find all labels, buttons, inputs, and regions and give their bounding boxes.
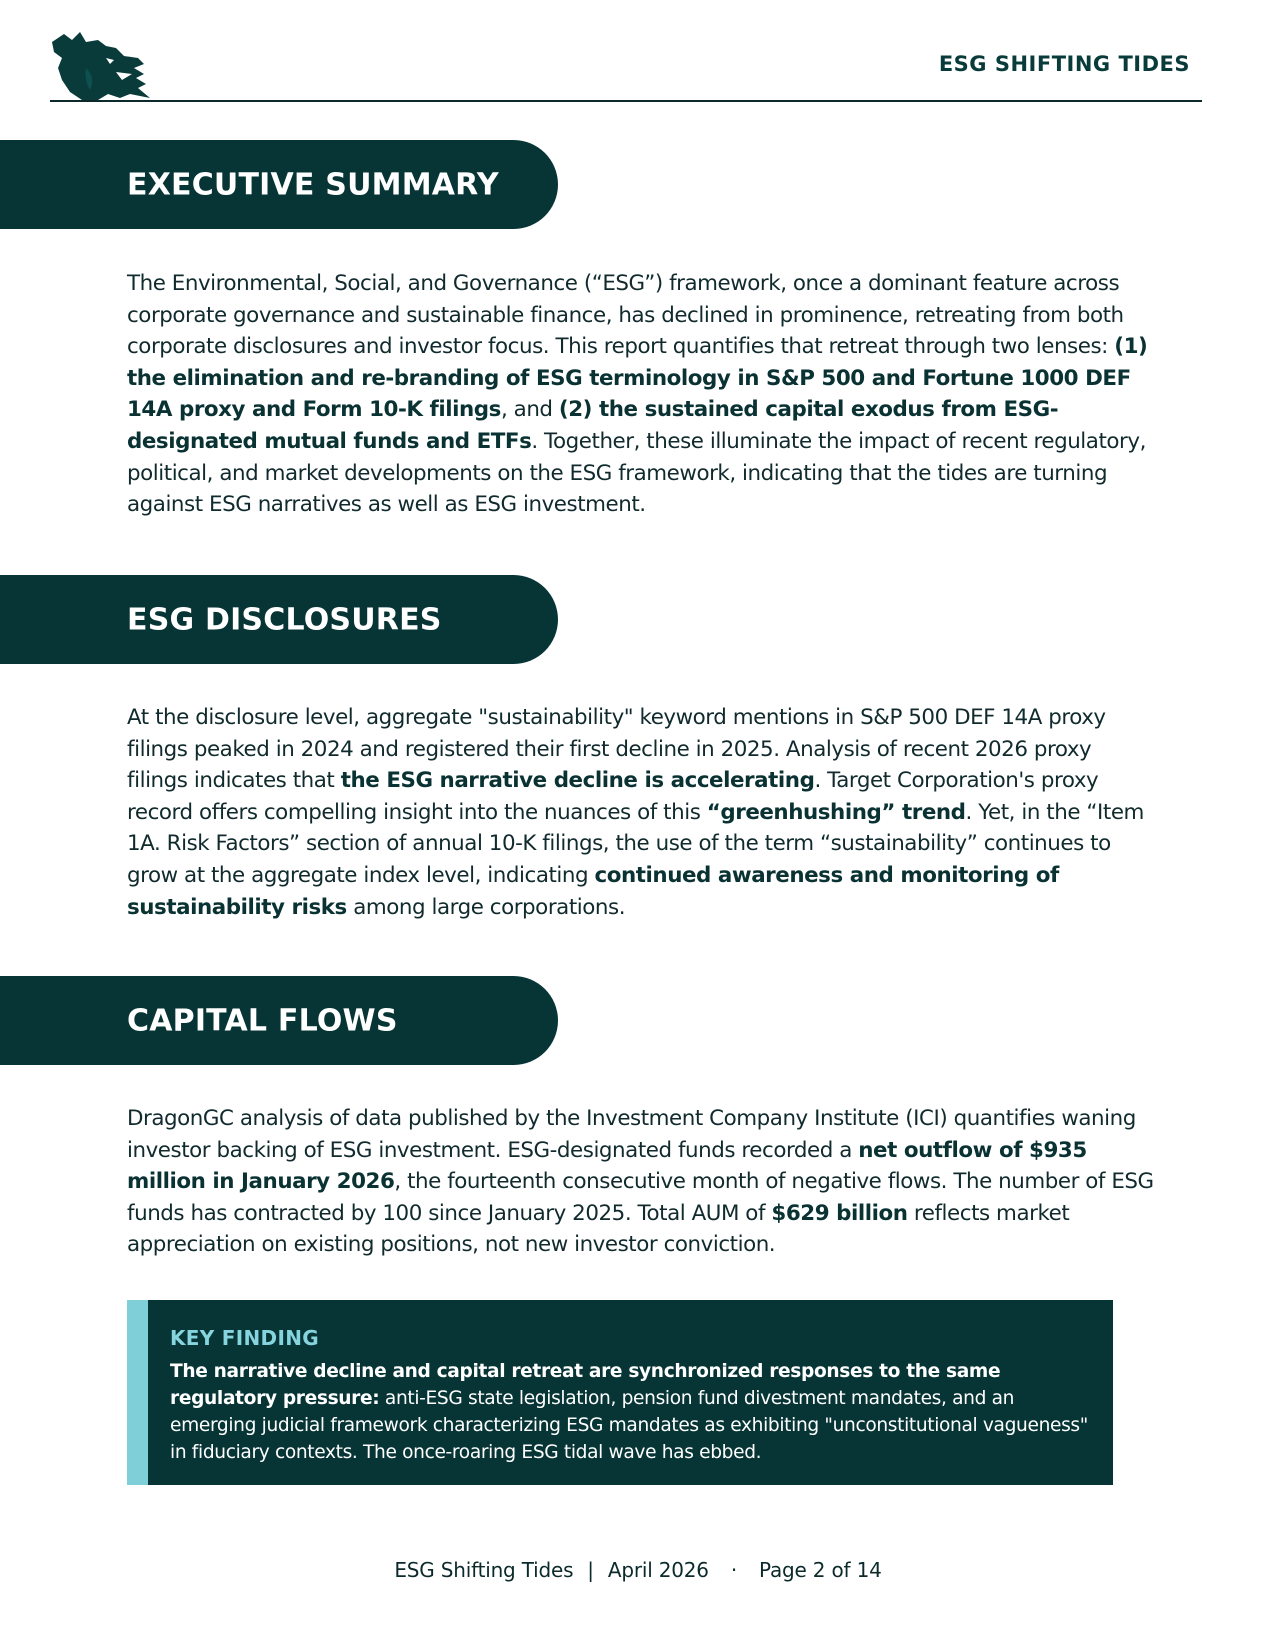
section-title: CAPITAL FLOWS [127, 1003, 398, 1038]
header-title: ESG SHIFTING TIDES [938, 52, 1190, 76]
bold-text-run: net outflow of $935 million in January 2026 [127, 1137, 1087, 1195]
capital-flows-paragraph [127, 1103, 1157, 1261]
section-title: ESG DISCLOSURES [127, 602, 442, 637]
page-footer [0, 1558, 1276, 1582]
key-finding-text [170, 1358, 1095, 1466]
text-run: . Together, these illuminate the impact of recent regulatory, political, and market developments on the ESG framework, indicating that the tides are turning against ESG narratives as well as ESG investment. [127, 428, 1146, 518]
bold-text-run: “greenhushing” trend [706, 799, 966, 825]
key-finding-label: KEY FINDING [170, 1326, 319, 1350]
footer-doc-title: ESG Shifting Tides [394, 1558, 574, 1582]
footer-page-total: 14 [856, 1558, 882, 1582]
footer-page-number: 2 [812, 1558, 826, 1582]
bold-text-run: the ESG narrative decline is accelerating [340, 768, 815, 794]
dragon-logo-icon [46, 28, 158, 106]
text-run: . Yet, in the “Item 1A. Risk Factors” section of annual 10-K filings, the use of the term “sustainability” continues to grow at the aggregate index level, indicating [127, 799, 1144, 888]
section-banner-capital-flows [0, 976, 558, 1065]
text-run: DragonGC analysis of data published by the Investment Company Institute (ICI) quantifies waning investor backing of ESG investment. ESG-designated funds recorded a [127, 1106, 1136, 1163]
footer-page-of: of [831, 1558, 851, 1582]
text-run: anti-ESG state legislation, pension fund divestment mandates, and an emerging judicial framework characterizing ESG mandates as exhibiting "unconstitutional vagueness" in fiduciary contexts. The once-roaring ESG tidal wave has ebbed. [170, 1388, 1088, 1463]
footer-date: April 2026 [607, 1558, 709, 1582]
executive-summary-paragraph [127, 268, 1157, 521]
text-run: At the disclosure level, aggregate "sustainability" keyword mentions in S&P 500 DEF 14A proxy filings peaked in 2024 and registered their first decline in 2025. Analysis of recent 2026 proxy filings indicates that [127, 705, 1106, 794]
section-banner-executive-summary [0, 140, 558, 229]
footer-dot: · [730, 1558, 737, 1582]
bold-text-run: $629 billion [771, 1200, 908, 1226]
callout-accent-bar [127, 1300, 148, 1485]
header-divider [50, 100, 1202, 102]
esg-disclosures-paragraph [127, 702, 1157, 923]
bold-text-run: The narrative decline and capital retreat are synchronized responses to the same regulatory pressure: [170, 1361, 1001, 1409]
footer-separator: | [587, 1558, 594, 1582]
text-run: among large corporations. [346, 894, 626, 920]
bold-text-run: continued awareness and monitoring of sustainability risks [127, 862, 1059, 920]
text-run: . Target Corporation's proxy record offers compelling insight into the nuances of this [127, 768, 1099, 825]
bold-text-run: (1) the elimination and re-branding of ESG terminology in S&P 500 and Fortune 1000 DEF 14A proxy and Form 10-K filings [127, 334, 1148, 423]
section-title: EXECUTIVE SUMMARY [127, 167, 499, 202]
text-run: , and [500, 397, 559, 423]
key-finding-callout [127, 1300, 1113, 1485]
text-run: , the fourteenth consecutive month of negative flows. The number of ESG funds has contracted by 100 since January 2025. Total AUM of [127, 1169, 1154, 1226]
bold-text-run: (2) the sustained capital exodus from ESG-designated mutual funds and ETFs [127, 397, 1059, 454]
footer-page-prefix: Page [759, 1558, 807, 1582]
text-run: reflects market appreciation on existing positions, not new investor conviction. [127, 1200, 1070, 1258]
section-banner-esg-disclosures [0, 575, 558, 664]
text-run: The Environmental, Social, and Governance (“ESG”) framework, once a dominant feature across corporate governance and sustainable finance, has declined in prominence, retreating from both corporate disclosures and investor focus. This report quantifies that retreat through two lenses: [127, 271, 1124, 360]
